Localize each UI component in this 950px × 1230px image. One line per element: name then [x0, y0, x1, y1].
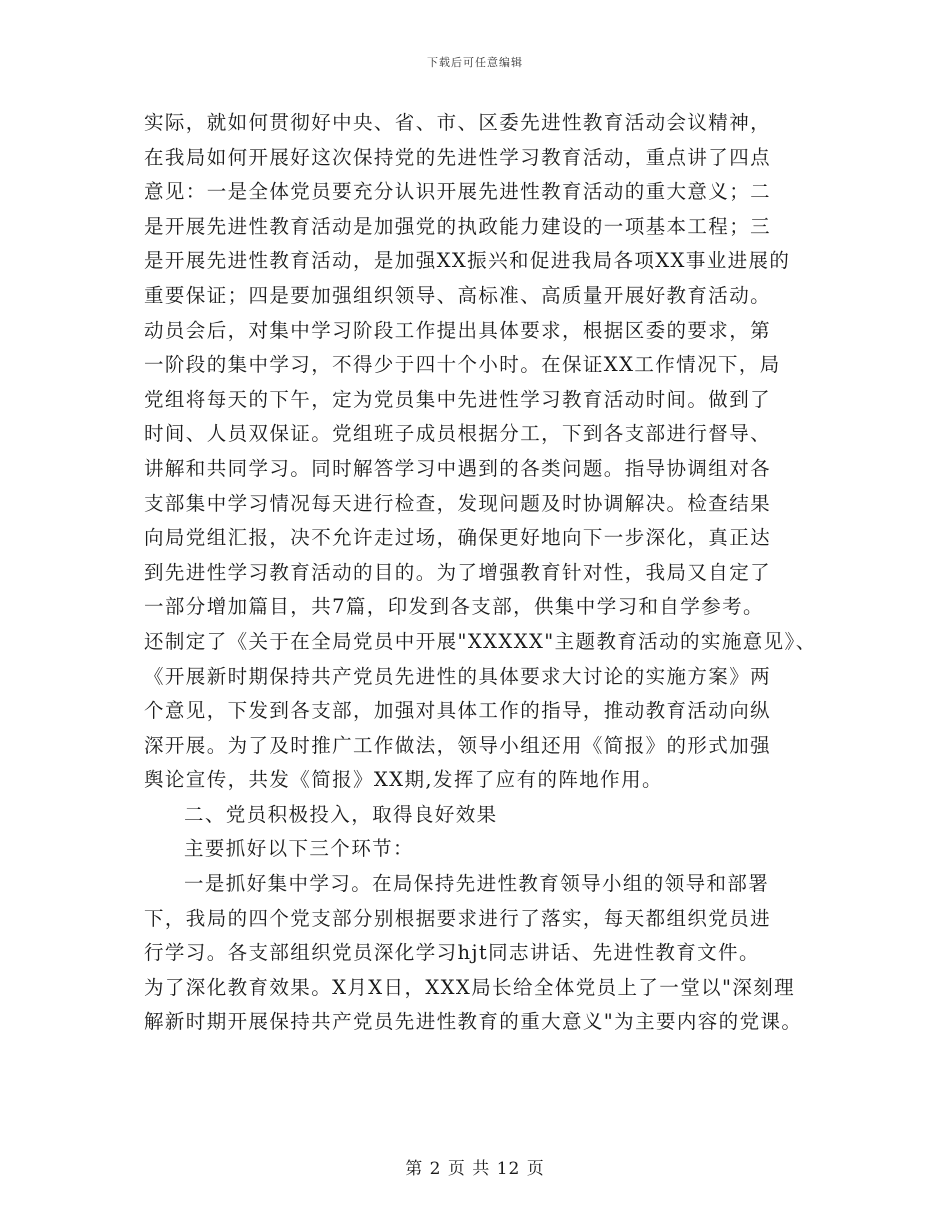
- text-line: 为了深化教育效果。X月X日，XXX局长给全体党员上了一堂以"深刻理: [144, 975, 796, 999]
- text-line: 支部集中学习情况每天进行检查，发现问题及时协调解决。检查结果: [144, 491, 772, 515]
- text-line: 时间、人员双保证。党组班子成员根据分工，下到各支部进行督导、: [144, 422, 772, 446]
- text-line: 主要抓好以下三个环节：: [184, 837, 414, 861]
- text-line: 实际，就如何贯彻好中央、省、市、区委先进性教育活动会议精神，: [144, 111, 772, 134]
- page-header: 下载后可任意编辑: [427, 56, 523, 69]
- text-line: 解新时期开展保持共产党员先进性教育的重大意义"为主要内容的党课。: [144, 1010, 803, 1034]
- text-line: 一是抓好集中学习。在局保持先进性教育领导小组的领导和部署: [184, 872, 770, 896]
- text-line: 舆论宣传，共发《简报》XX期,发挥了应有的阵地作用。: [144, 768, 663, 792]
- text-line: 是开展先进性教育活动是加强党的执政能力建设的一项基本工程；三: [144, 214, 772, 238]
- text-line: 下，我局的四个党支部分别根据要求进行了落实，每天都组织党员进: [144, 906, 772, 930]
- page-number-footer: 第 2 页 共 12 页: [405, 1159, 545, 1179]
- text-line: 还制定了《关于在全局党员中开展"XXXXX"主题教育活动的实施意见》、: [144, 629, 817, 653]
- text-line: 行学习。各支部组织党员深化学习hjt同志讲话、先进性教育文件。: [144, 941, 760, 965]
- text-line: 在我局如何开展好这次保持党的先进性学习教育活动，重点讲了四点: [144, 145, 772, 169]
- text-line: 党组将每天的下午，定为党员集中先进性学习教育活动时间。做到了: [144, 387, 772, 411]
- text-line: 深开展。为了及时推广工作做法，领导小组还用《简报》的形式加强: [144, 733, 772, 757]
- section-heading: 二、党员积极投入，取得良好效果: [184, 802, 498, 826]
- text-line: 一部分增加篇目，共7篇，印发到各支部，供集中学习和自学参考。: [144, 595, 764, 619]
- text-line: 个意见，下发到各支部，加强对具体工作的指导，推动教育活动向纵: [144, 699, 772, 723]
- text-line: 意见：一是全体党员要充分认识开展先进性教育活动的重大意义；二: [144, 180, 772, 204]
- text-line: 讲解和共同学习。同时解答学习中遇到的各类问题。指导协调组对各: [144, 456, 772, 480]
- text-line: 是开展先进性教育活动，是加强XX振兴和促进我局各项XX事业进展的: [144, 249, 791, 273]
- text-line: 《开展新时期保持共产党员先进性的具体要求大讨论的实施方案》两: [144, 664, 772, 688]
- text-line: 重要保证；四是要加强组织领导、高标准、高质量开展好教育活动。: [144, 283, 772, 307]
- text-line: 动员会后，对集中学习阶段工作提出具体要求，根据区委的要求，第: [144, 318, 772, 342]
- text-line: 向局党组汇报，决不允许走过场，确保更好地向下一步深化，真正达: [144, 526, 772, 550]
- text-line: 一阶段的集中学习，不得少于四十个小时。在保证XX工作情况下，局: [144, 353, 781, 377]
- document-body: [144, 106, 834, 1040]
- text-line: 到先进性学习教育活动的目的。为了增强教育针对性，我局又自定了: [144, 560, 772, 584]
